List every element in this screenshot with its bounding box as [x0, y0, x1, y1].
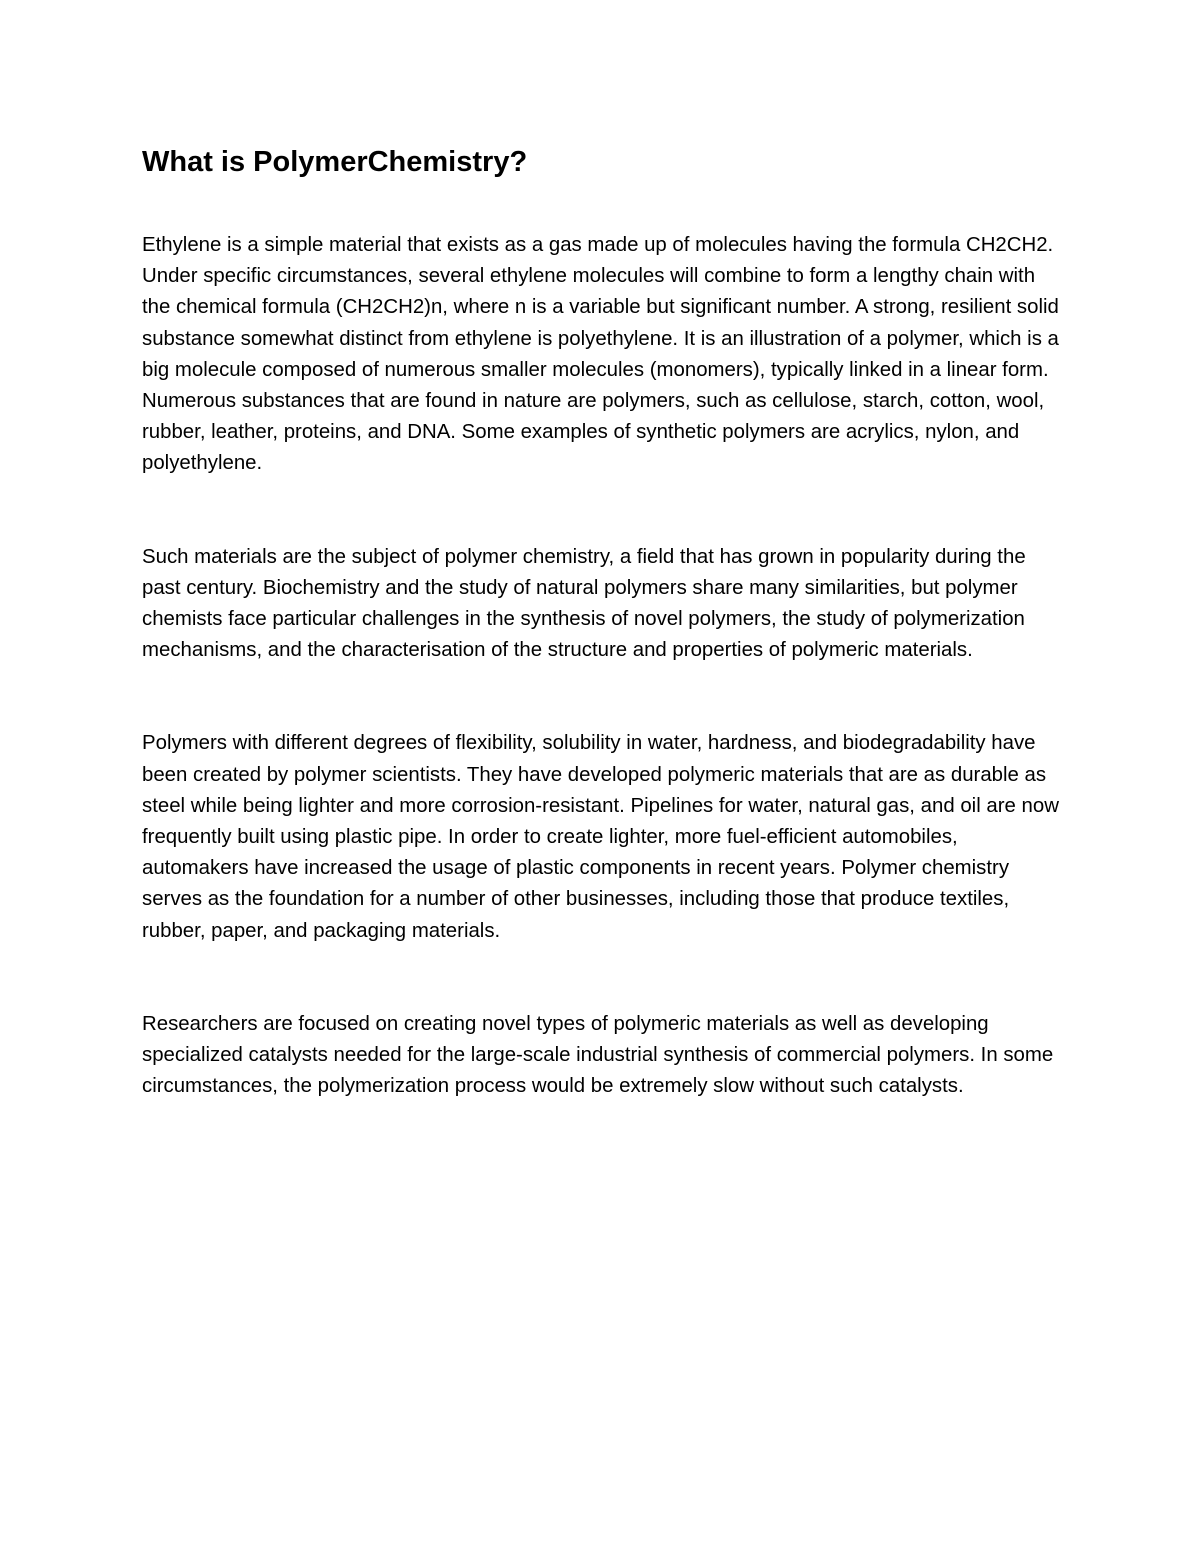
- paragraph-polymer-chemistry: Such materials are the subject of polymer chemistry, a field that has grown in popularity during the past century. Biochemistry and the study of natural polymers share many similarities, but polymer chemists face particular challenges in the synthesis of novel polymers, the study of polymerization mechanisms, and the characterisation of the structure and properties of polymeric materials.: [142, 545, 1026, 662]
- paragraph-catalysts: Researchers are focused on creating novel types of polymeric materials as well as developing specialized catalysts needed for the large-scale industrial synthesis of commercial polymers. In some circumstances, the polymerization process would be extremely slow without such catalysts.: [142, 1012, 1054, 1098]
- paragraph-polymer-properties: Polymers with different degrees of flexibility, solubility in water, hardness, and biodegradability have been created by polymer scientists. They have developed polymeric materials that are as durable as steel while being lighter and more corrosion-resistant. Pipelines for water, natural gas, and oil are now frequently built using plastic pipe. In order to create lighter, more fuel-efficient automobiles, automakers have increased the usage of plastic components in recent years. Polymer chemistry serves as the foundation for a number of other businesses, including those that produce textiles, rubber, paper, and packaging materials.: [142, 732, 1059, 942]
- document-body: [142, 140, 1062, 1102]
- paragraph-ethylene: Ethylene is a simple material that exists as a gas made up of molecules having the formula CH2CH2. Under specific circumstances, several ethylene molecules will combine to form a lengthy chain with the chemical formula (CH2CH2)n, where n is a variable but significant number. A strong, resilient solid substance somewhat distinct from ethylene is polyethylene. It is an illustration of a polymer, which is a big molecule composed of numerous smaller molecules (monomers), typically linked in a linear form. Numerous substances that are found in nature are polymers, such as cellulose, starch, cotton, wool, rubber, leather, proteins, and DNA. Some examples of synthetic polymers are acrylics, nylon, and polyethylene.: [142, 234, 1059, 475]
- document-title: What is PolymerChemistry?: [142, 146, 528, 178]
